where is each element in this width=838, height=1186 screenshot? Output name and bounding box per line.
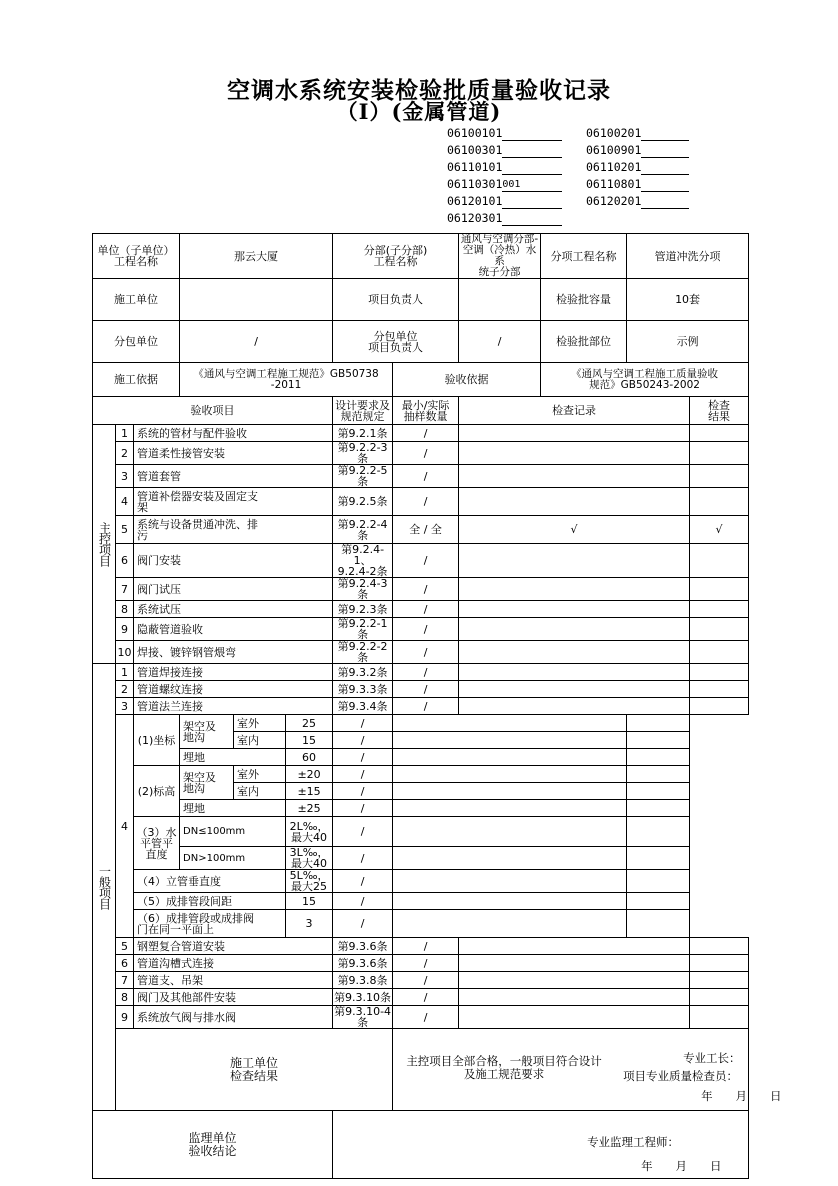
plane-value: 3 [286, 910, 333, 938]
table-row [93, 1111, 749, 1179]
elev-outdoor-value: ±20 [286, 766, 333, 783]
item-name: 系统试压 [134, 601, 333, 618]
item-record [459, 601, 690, 618]
table-row [93, 363, 749, 397]
item-no: 5 [116, 516, 134, 544]
buried-label: 埋地 [180, 800, 286, 817]
table-row [93, 601, 749, 618]
code-number: 06110101 [447, 160, 503, 174]
item-sample: / [333, 817, 393, 847]
item-name: 隐蔽管道验收 [134, 618, 333, 641]
item-no: 4 [116, 715, 134, 938]
table-row [93, 989, 749, 1006]
item-record [459, 698, 690, 715]
code-number: 06110201 [586, 160, 642, 174]
supervisor-date: 年 月 日 [641, 1159, 722, 1173]
inspection-code [447, 193, 562, 209]
constructor-date: 年 月 日 [701, 1089, 782, 1103]
indoor-label: 室内 [234, 783, 286, 800]
item-result [690, 938, 749, 955]
item-no: 8 [116, 601, 134, 618]
batch-location-value: 示例 [627, 321, 749, 363]
item-spec: 第9.3.2条 [333, 664, 393, 681]
item-sample: / [393, 681, 459, 698]
inspection-code [447, 142, 562, 158]
inspection-code [447, 210, 562, 226]
table-row [93, 893, 749, 910]
item-sample: / [333, 800, 393, 817]
item-record [393, 766, 627, 783]
item-sample: / [393, 425, 459, 442]
table-row [93, 578, 749, 601]
item-sample: / [333, 870, 393, 893]
table-row [93, 1029, 749, 1111]
item-result [690, 578, 749, 601]
item-spec: 第9.3.6条 [333, 938, 393, 955]
general-label: 一般项目 [93, 664, 116, 1111]
item-result [690, 488, 749, 516]
item-no: 2 [116, 681, 134, 698]
code-number: 06120301 [447, 211, 503, 225]
item-record [393, 715, 627, 732]
item-record [393, 783, 627, 800]
item-record [459, 955, 690, 972]
item-no: 6 [116, 955, 134, 972]
item-sample: / [393, 938, 459, 955]
table-row [93, 516, 749, 544]
item-record [393, 800, 627, 817]
item-record [459, 641, 690, 664]
item-result [690, 972, 749, 989]
item-result [690, 601, 749, 618]
item-record: √ [459, 516, 690, 544]
code-suffix: 001 [502, 178, 562, 192]
code-suffix [502, 212, 562, 226]
item-result [627, 910, 690, 938]
item-result [627, 715, 690, 732]
col-item: 验收项目 [93, 397, 333, 425]
item-record [393, 847, 627, 870]
item-no: 1 [116, 664, 134, 681]
overhead-label: 架空及 地沟 [180, 766, 234, 800]
item-sample: / [333, 893, 393, 910]
inspection-table [92, 233, 782, 1179]
indoor-label: 室内 [234, 732, 286, 749]
item-record [459, 578, 690, 601]
dn-small-label: DN≤100mm [180, 817, 286, 847]
table-row [93, 955, 749, 972]
item-result [627, 783, 690, 800]
project-manager-label: 项目负责人 [333, 279, 459, 321]
code-suffix [502, 161, 562, 175]
table-row [93, 664, 749, 681]
subcontractor-label: 分包单位 [93, 321, 180, 363]
inspection-code [586, 159, 689, 175]
constructor-result: 主控项目全部合格，一般项目符合设计 及施工规范要求 [406, 1054, 602, 1081]
table-row [93, 817, 749, 847]
item-record [393, 817, 627, 847]
item-sample: / [333, 783, 393, 800]
inspection-code [447, 176, 562, 192]
item-record [393, 870, 627, 893]
item-no: 3 [116, 698, 134, 715]
item-name: 系统的管材与配件验收 [134, 425, 333, 442]
coord-buried-value: 60 [286, 749, 333, 766]
item-name-value: 管道冲洗分项 [627, 234, 749, 279]
item-name: 阀门安装 [134, 544, 333, 578]
item-sample: / [393, 465, 459, 488]
item-no: 9 [116, 618, 134, 641]
table-row [93, 870, 749, 893]
code-suffix [641, 161, 689, 175]
code-number: 06120101 [447, 194, 503, 208]
code-suffix [502, 195, 562, 209]
code-suffix [641, 127, 689, 141]
table-row [93, 234, 749, 279]
table-row [93, 397, 749, 425]
code-number: 06100301 [447, 143, 503, 157]
item-record [393, 893, 627, 910]
item-spec: 第9.3.10条 [334, 990, 392, 1004]
batch-location-label: 检验批部位 [541, 321, 627, 363]
item-sample: / [393, 972, 459, 989]
table-row [93, 641, 749, 664]
quality-inspector-label: 项目专业质量检查员： [623, 1069, 739, 1083]
item-result [690, 442, 749, 465]
item-sample: / [333, 749, 393, 766]
subcontractor-value: / [180, 321, 333, 363]
item-spec: 第9.2.4-3条 [333, 578, 393, 601]
item-name: 阀门试压 [134, 578, 333, 601]
code-suffix [502, 127, 562, 141]
item-name: 管道焊接连接 [134, 664, 333, 681]
item-sample: / [333, 910, 393, 938]
item-result [690, 955, 749, 972]
item-sample: / [393, 442, 459, 465]
acceptance-basis-value: 《通风与空调工程施工质量验收 规范》GB50243-2002 [541, 363, 749, 397]
inspection-code [586, 142, 689, 158]
construction-basis-label: 施工依据 [93, 363, 180, 397]
item-result [690, 1006, 749, 1029]
item-spec: 第9.2.2-3条 [333, 442, 393, 465]
table-row [93, 910, 749, 938]
item-result [690, 465, 749, 488]
inspection-code [586, 125, 689, 141]
item-no: 5 [116, 938, 134, 955]
elev-label: (2)标高 [134, 766, 180, 817]
table-row [93, 442, 749, 465]
item-sample: / [393, 1006, 459, 1029]
code-suffix [502, 144, 562, 158]
level-label: （3）水 平管平 直度 [134, 817, 180, 870]
item-sample: / [333, 732, 393, 749]
inspection-code [447, 125, 562, 141]
item-result [627, 870, 690, 893]
item-result [627, 732, 690, 749]
spacing-label: （5）成排管段间距 [134, 893, 286, 910]
overhead-label: 架空及 地沟 [180, 715, 234, 749]
item-result [690, 618, 749, 641]
item-sample: / [393, 989, 459, 1006]
item-sample: / [393, 601, 459, 618]
item-record [459, 544, 690, 578]
code-number: 06110801 [586, 177, 642, 191]
item-spec: 第9.3.6条 [333, 955, 393, 972]
item-record [459, 465, 690, 488]
outdoor-label: 室外 [234, 766, 286, 783]
inspection-code [586, 193, 689, 209]
item-no: 6 [116, 544, 134, 578]
item-name: 管道套管 [134, 465, 333, 488]
code-number: 06100101 [447, 126, 503, 140]
item-sample: / [393, 641, 459, 664]
item-sample: / [393, 618, 459, 641]
inspection-code [586, 176, 689, 192]
item-name: 钢塑复合管道安装 [134, 938, 333, 955]
batch-capacity-label: 检验批容量 [541, 279, 627, 321]
code-suffix [641, 195, 689, 209]
code-suffix [641, 178, 689, 192]
item-spec: 第9.3.4条 [333, 698, 393, 715]
item-result: √ [690, 516, 749, 544]
item-name: 管道螺纹连接 [134, 681, 333, 698]
item-record [393, 749, 627, 766]
item-result [690, 425, 749, 442]
item-spec: 第9.2.5条 [333, 488, 393, 516]
col-design: 设计要求及 规范规定 [333, 397, 393, 425]
sub-project-label: 分部(子分部) 工程名称 [333, 234, 459, 279]
code-number: 06120201 [586, 194, 642, 208]
item-no: 9 [116, 1006, 134, 1029]
item-name-label: 分项工程名称 [541, 234, 627, 279]
item-result [690, 698, 749, 715]
spacing-value: 15 [286, 893, 333, 910]
dn-small-value: 2L‰，最大40 [286, 817, 333, 847]
col-record: 检查记录 [459, 397, 690, 425]
item-no: 1 [116, 425, 134, 442]
item-record [459, 618, 690, 641]
item-name: 系统与设备贯通冲洗、排 污 [134, 516, 333, 544]
item-result [690, 664, 749, 681]
item-spec: 第9.2.2-2条 [333, 641, 393, 664]
vertical-value: 5L‰，最大25 [286, 870, 333, 893]
item-sample: / [393, 664, 459, 681]
dn-large-label: DN>100mm [180, 847, 286, 870]
item-sample: / [333, 847, 393, 870]
item-record [459, 972, 690, 989]
plane-label: （6）成排管段或成排阀 门在同一平面上 [134, 910, 286, 938]
constructor-check-cell [393, 1029, 782, 1111]
col-result: 检查 结果 [690, 397, 749, 425]
main-control-label: 主控项目 [93, 425, 116, 664]
item-record [459, 989, 690, 1006]
document-title: 空调水系统安装检验批质量验收记录 [227, 77, 611, 104]
item-result [627, 766, 690, 783]
table-row [93, 972, 749, 989]
item-name: 管道补偿器安装及固定支 架 [134, 488, 333, 516]
unit-label: 单位（子单位） 工程名称 [93, 234, 180, 279]
item-no: 8 [116, 989, 134, 1006]
item-result [627, 847, 690, 870]
acceptance-basis-label: 验收依据 [393, 363, 541, 397]
elev-buried-value: ±25 [286, 800, 333, 817]
item-record [459, 1006, 690, 1029]
construction-basis-value: 《通风与空调工程施工规范》GB50738 -2011 [180, 363, 393, 397]
item-result [690, 544, 749, 578]
item-record [459, 681, 690, 698]
supervising-engineer-label: 专业监理工程师： [587, 1135, 680, 1149]
item-spec: 第9.2.2-5条 [333, 465, 393, 488]
item-result [627, 800, 690, 817]
item-no: 4 [116, 488, 134, 516]
item-name: 阀门及其他部件安装 [134, 989, 333, 1006]
item-sample: / [333, 766, 393, 783]
table-row [93, 681, 749, 698]
item-spec: 第9.3.8条 [333, 972, 393, 989]
code-number: 06100901 [586, 143, 642, 157]
batch-capacity-value: 10套 [627, 279, 749, 321]
constructor-check-label: 施工单位 检查结果 [116, 1029, 393, 1111]
table-row [93, 425, 749, 442]
table-row [93, 544, 749, 578]
item-result [690, 641, 749, 664]
item-record [459, 938, 690, 955]
constructor-value [180, 279, 333, 321]
supervisor-label: 监理单位 验收结论 [93, 1111, 333, 1179]
item-sample: / [333, 715, 393, 732]
table-row [93, 715, 749, 732]
dn-large-value: 3L‰，最大40 [286, 847, 333, 870]
item-no: 7 [116, 972, 134, 989]
item-name: 焊接、镀锌钢管煨弯 [134, 641, 333, 664]
item-no: 10 [116, 641, 134, 664]
table-row [93, 766, 749, 783]
item-result [627, 893, 690, 910]
sub-pm-value: / [459, 321, 541, 363]
item-record [459, 664, 690, 681]
item-result [627, 749, 690, 766]
item-no: 3 [116, 465, 134, 488]
item-name: 管道支、吊架 [134, 972, 333, 989]
table-row [93, 321, 749, 363]
code-number: 06110301 [447, 177, 503, 191]
item-record [393, 910, 627, 938]
table-row [93, 698, 749, 715]
item-result [627, 817, 690, 847]
item-spec: 第9.2.2-4条 [333, 516, 393, 544]
table-row [93, 279, 749, 321]
table-row [93, 938, 749, 955]
outdoor-label: 室外 [234, 715, 286, 732]
constructor-label: 施工单位 [93, 279, 180, 321]
sub-pm-label: 分包单位 项目负责人 [333, 321, 459, 363]
item-sample: / [393, 698, 459, 715]
item-sample: / [393, 488, 459, 516]
item-spec: 第9.2.4-1、 9.2.4-2条 [333, 544, 393, 578]
code-number: 06100201 [586, 126, 642, 140]
vertical-label: （4）立管垂直度 [134, 870, 286, 893]
supervisor-cell [333, 1111, 749, 1179]
item-sample: / [393, 544, 459, 578]
col-sample: 最小/实际 抽样数量 [393, 397, 459, 425]
item-spec: 第9.3.3条 [333, 681, 393, 698]
table-row [93, 488, 749, 516]
table-row [93, 847, 749, 870]
item-record [459, 442, 690, 465]
item-spec: 第9.2.2-1条 [333, 618, 393, 641]
item-spec: 第9.2.3条 [333, 601, 393, 618]
table-row [93, 465, 749, 488]
item-sample: / [393, 578, 459, 601]
buried-label: 埋地 [180, 749, 286, 766]
item-record [459, 425, 690, 442]
foreman-label: 专业工长： [683, 1051, 741, 1065]
item-name: 管道沟槽式连接 [134, 955, 333, 972]
item-no: 2 [116, 442, 134, 465]
coord-indoor-value: 15 [286, 732, 333, 749]
code-suffix [641, 144, 689, 158]
item-no: 7 [116, 578, 134, 601]
item-name: 管道法兰连接 [134, 698, 333, 715]
inspection-code [447, 159, 562, 175]
unit-value: 那云大厦 [180, 234, 333, 279]
item-record [459, 488, 690, 516]
table-row [93, 800, 749, 817]
table-row [93, 618, 749, 641]
item-name: 系统放气阀与排水阀 [134, 1006, 333, 1029]
item-record [393, 732, 627, 749]
item-sample: 全 / 全 [393, 516, 459, 544]
item-spec: 第9.3.10-4条 [334, 1005, 392, 1029]
elev-indoor-value: ±15 [286, 783, 333, 800]
item-spec: 第9.2.1条 [333, 425, 393, 442]
item-result [690, 681, 749, 698]
item-result [690, 989, 749, 1006]
coord-outdoor-value: 25 [286, 715, 333, 732]
table-row [93, 749, 749, 766]
table-row [93, 1006, 749, 1029]
project-manager-value [459, 279, 541, 321]
document-subtitle: （Ⅰ）(金属管道) [336, 99, 502, 124]
sub-project-value: 通风与空调分部- 空调（冷热）水系 统子分部 [459, 234, 541, 279]
item-name: 管道柔性接管安装 [134, 442, 333, 465]
coord-label: (1)坐标 [134, 715, 180, 766]
item-sample: / [393, 955, 459, 972]
